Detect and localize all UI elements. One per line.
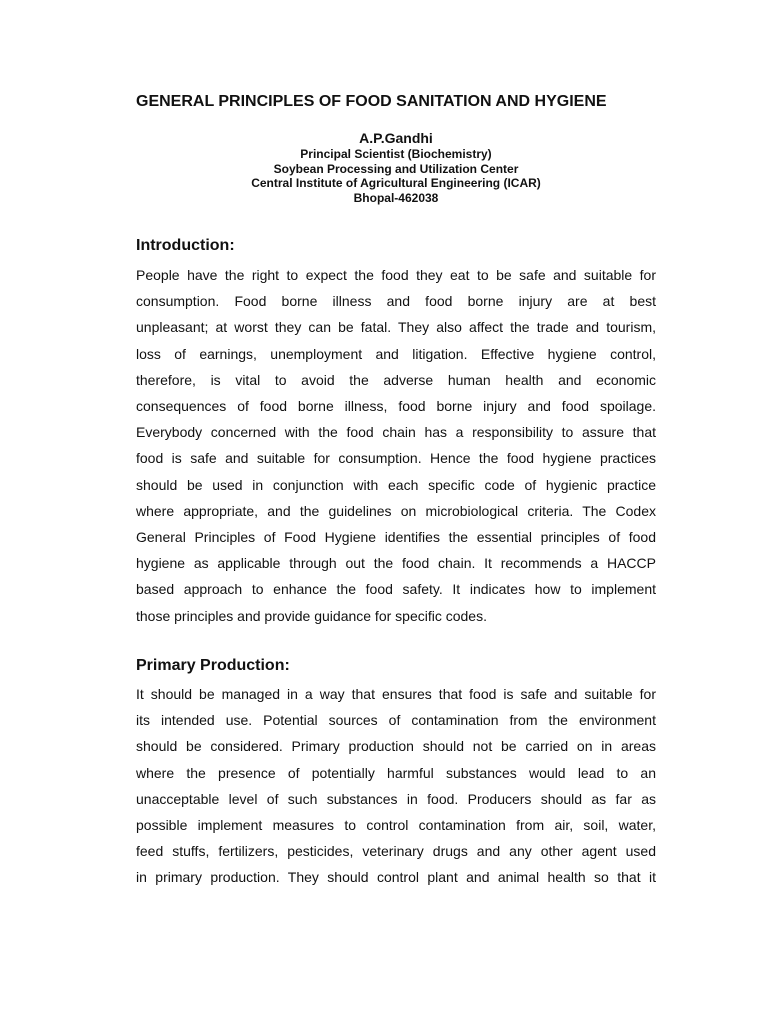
paragraph-line: where the presence of potentially harmful substances would lead to an	[136, 764, 656, 781]
paragraph-line: feed stuffs, fertilizers, pesticides, veterinary drugs and any other agent used	[136, 843, 656, 860]
paragraph-line: those principles and provide guidance for specific codes.	[136, 607, 487, 624]
author-position: Principal Scientist (Biochemistry)	[300, 147, 492, 161]
paragraph-line: unacceptable level of such substances in food. Producers should as far as	[136, 790, 656, 807]
paragraph-line: in primary production. They should control plant and animal health so that it	[136, 869, 656, 886]
paragraph-line: its intended use. Potential sources of contamination from the environment	[136, 712, 656, 729]
paragraph-line: hygiene as applicable through out the food chain. It recommends a HACCP	[136, 555, 656, 572]
paragraph-line: consumption. Food borne illness and food borne injury are at best	[136, 293, 656, 310]
paragraph-line: should be used in conjunction with each specific code of hygienic practice	[136, 476, 656, 493]
paragraph-line: People have the right to expect the food they eat to be safe and suitable for	[136, 267, 656, 283]
author-institute: Central Institute of Agricultural Engineering (ICAR)	[251, 176, 541, 190]
author-department: Soybean Processing and Utilization Center	[273, 161, 519, 176]
author-block	[136, 129, 656, 205]
paragraph-line: loss of earnings, unemployment and litigation. Effective hygiene control,	[136, 345, 656, 362]
paragraph-line: food is safe and suitable for consumption. Hence the food hygiene practices	[136, 450, 656, 467]
section-heading-introduction: Introduction:	[136, 237, 235, 254]
section-heading-primary-production: Primary Production:	[136, 657, 290, 674]
paragraph-line: consequences of food borne illness, food borne injury and food spoilage.	[136, 398, 656, 415]
document-title: GENERAL PRINCIPLES OF FOOD SANITATION AND HYGIENE	[136, 93, 607, 110]
paragraph-line: should be considered. Primary production should not be carried on in areas	[136, 738, 656, 755]
author-location: Bhopal-462038	[353, 190, 439, 205]
paragraph-line: General Principles of Food Hygiene identifies the essential principles of food	[136, 529, 656, 546]
section-paragraph-introduction	[136, 262, 656, 629]
paragraph-line: It should be managed in a way that ensures that food is safe and suitable for	[136, 686, 656, 702]
paragraph-line: possible implement measures to control contamination from air, soil, water,	[136, 817, 656, 834]
paragraph-line: therefore, is vital to avoid the adverse human health and economic	[136, 371, 656, 388]
paragraph-line: unpleasant; at worst they can be fatal. They also affect the trade and tourism,	[136, 319, 656, 336]
paragraph-line: where appropriate, and the guidelines on microbiological criteria. The Codex	[136, 502, 656, 519]
section-paragraph-primary-production	[136, 681, 656, 891]
author-name: A.P.Gandhi	[359, 130, 433, 146]
paragraph-line: Everybody concerned with the food chain has a responsibility to assure that	[136, 424, 656, 441]
paragraph-line: based approach to enhance the food safety. It indicates how to implement	[136, 581, 656, 598]
